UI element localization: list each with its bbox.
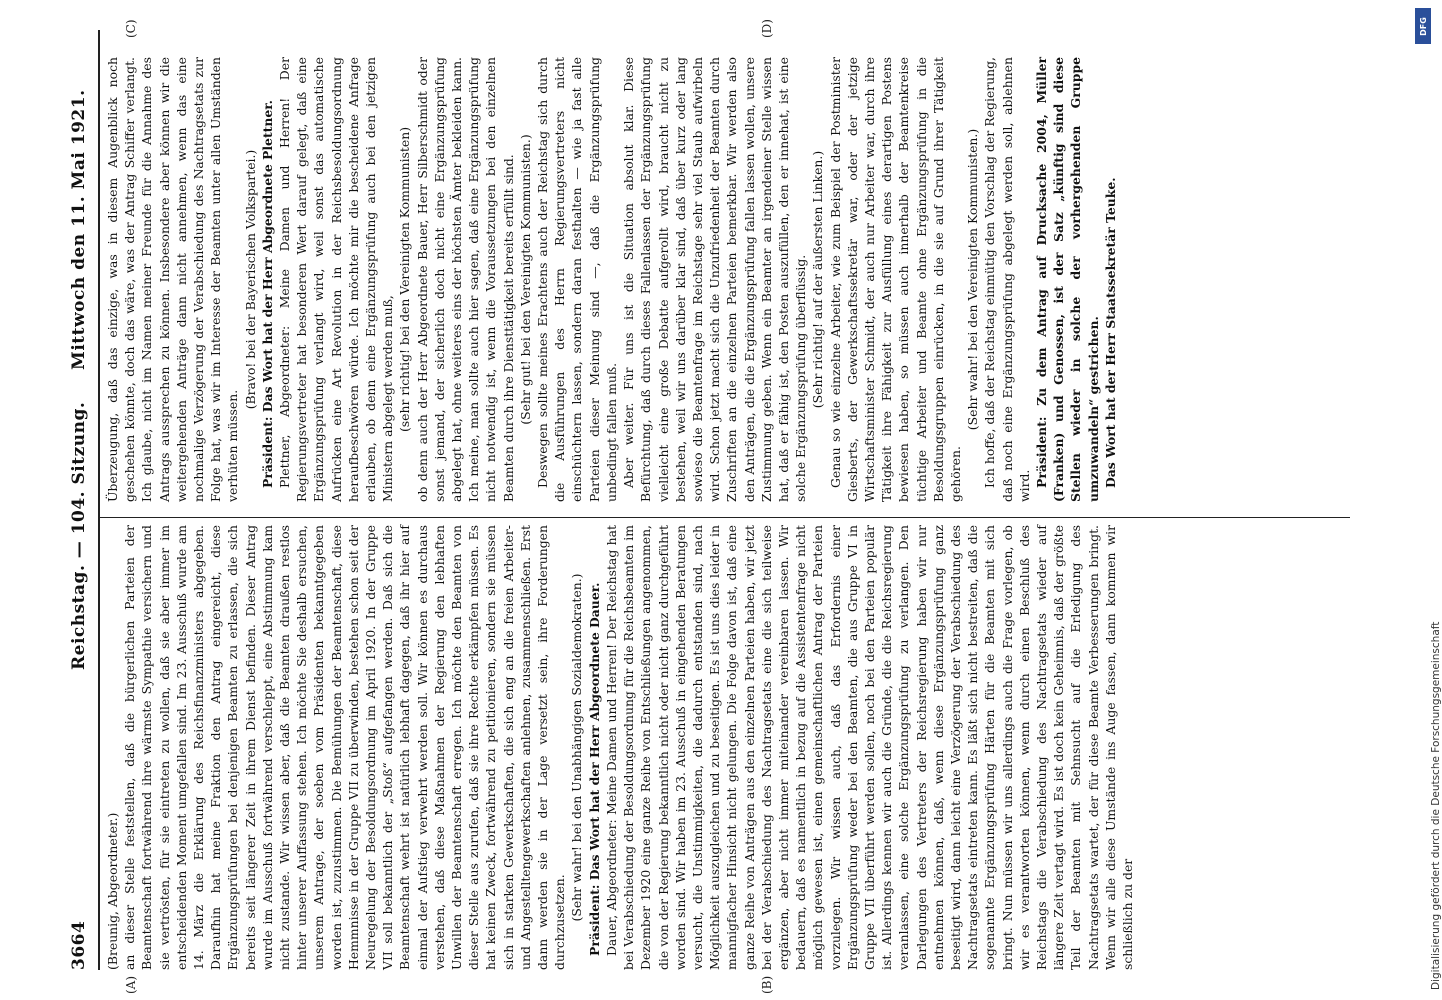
left-column	[104, 525, 1354, 970]
speaker-reference: (Breunig, Abgeordneter.)	[105, 812, 120, 970]
speech-paragraph: Dauer, Abgeordneter: Meine Damen und Herren! Der Reichstag hat bei Verabschiedung der Besoldungsordnung für die Reichsbeamten im Dezember 1920 eine ganze Reihe von Entschließungen angenommen, die von der Regierung bekanntlich nicht oder nicht ganz durchgeführt worden sind. Wir haben im 23. Ausschuß in eingehenden Beratungen versucht, die Unstimmigkeiten, die dadurch entstanden sind, nach Möglichkeit auszugleichen und zu beseitigen. Es ist uns dies leider in mannigfacher Hinsicht nicht gelungen. Die Folge davon ist, daß eine ganze Reihe von Anträgen aus den einzelnen Parteien haben, wir jetzt bei der Verabschiedung des Nachtragsetats eine die sich teilweise ergänzen, aber nicht immer miteinander vereinbaren lassen. Wir bedauern, daß es namentlich in bezug auf die Assistentenfrage nicht möglich gewesen ist, einen gemeinschaftlichen Antrag der Parteien vorzulegen. Wir wissen auch, daß das Erfordernis einer Ergänzungsprüfung weder bei den Beamten, die aus Gruppe VI in Gruppe VII überführt werden sollen, noch bei den Parteien populär ist. Allerdings kennen wir auch die Gründe, die die Reichsregierung veranlassen, eine solche Ergänzungsprüfung zu verlangen. Den Darlegungen des Vertreters der Reichsregierung haben wir nur entnehmen können, daß, wenn diese Ergänzungsprüfung ganz beseitigt wird, dann leicht eine Verzögerung der Verabschiedung des Nachtragsetats eintreten kann. Es läßt sich nicht bestreiten, daß die sogenannte Ergänzungsprüfung Härten für die Beamten mit sich bringt. Nun müssen wir uns allerdings auch die Frage vorlegen, ob wir es verantworten können, wenn durch einen Beschluß des Reichstags die Verabschiedung des Nachtragsetats wieder auf längere Zeit vertagt wird. Es ist doch kein Geheimnis, daß der größte Teil der Beamten mit Sehnsucht auf die Erledigung des Nachtragsetats wartet, der für diese Beamte Verbesserungen bringt. Wenn wir alle diese Umstände ins Auge fassen, dann kommen wir schließlich zu der	[603, 525, 1135, 970]
interjection: (sehr richtig! bei den Vereinigten Kommunisten)	[397, 126, 413, 433]
rotated-document-page	[40, 0, 1370, 1000]
speech-paragraph: an dieser Stelle feststellen, daß die bürgerlichen Parteien der Beamtenschaft fortwährend ihre wärmste Sympathie versichern und sie vertrösten, für sie eintreten zu wollen, daß sie aber immer im entscheidenden Moment umgefallen sind. Im 23. Ausschuß wurde am 14. März die Erklärung des Reichsfinanzministers abgegeben. Daraufhin hat meine Fraktion den Antrag eingereicht, diese Ergänzungsprüfungen bei denjenigen Beamten zu erlassen, die sich bereits seit längerer Zeit in ihrem Dienst befinden. Dieser Antrag wurde im Ausschuß fortwährend verschleppt, eine Abstimmung kam nicht zustande. Wir wissen aber, daß die Beamten draußen restlos hinter unserer Auffassung stehen. Ich möchte Sie deshalb ersuchen, unserem Antrage, der soeben vom Präsidenten bekanntgegeben worden ist, zuzustimmen. Die Bemühungen der Beamtenschaft, diese Hemmnisse in der Gruppe VII zu überwinden, bestehen schon seit der Neuregelung der Besoldungsordnung im April 1920. In der Gruppe VII soll bekanntlich der „Stoß“ aufgefangen werden. Daß sich die Beamtenschaft wehrt ist natürlich lebhaft dagegen, daß ihr hier auf einmal der Aufstieg verwehrt werden soll. Wir können es durchaus verstehen, daß diese Maßnahmen der Regierung den lebhaften Unwillen der Beamtenschaft erregen. Ich möchte den Beamten von dieser Stelle aus zurufen, daß sie ihre Rechte erkämpfen müssen. Es hat keinen Zweck, fortwährend zu petitionieren, sondern sie müssen sich in starken Gewerkschaften, die sich eng an die freien Arbeiter- und Angestelltengewerkschaften anlehnen, zusammenschließen. Erst dann werden sie in der Lage versetzt sein, ihre Forderungen durchzusetzen.	[122, 525, 568, 970]
margin-marker-d: (D)	[760, 19, 774, 38]
dfg-logo	[1415, 8, 1431, 44]
margin-marker-c: (C)	[124, 19, 138, 38]
credit-text: Digitalisierung gefördert durch die Deutsche Forschungsgemeinschaft	[1430, 621, 1442, 990]
header-rule	[98, 30, 100, 970]
speech-paragraph: Ich hoffe, daß der Reichstag einmütig den Vorschlag der Regierung, daß noch eine Ergänzungsprüfung abgelegt werden soll, ablehnen wird.	[982, 57, 1032, 502]
digitization-credit	[1410, 10, 1442, 990]
session-date: Mittwoch den 11. Mai 1921.	[69, 89, 89, 370]
page-header	[65, 30, 95, 970]
margin-marker-b: (B)	[760, 975, 774, 994]
president-statement: Präsident: Das Wort hat der Herr Abgeordnete Dauer.	[586, 582, 602, 956]
interjection: (Sehr gut! bei den Vereinigten Kommunisten.)	[517, 134, 533, 425]
interjection: (Sehr richtig! auf der äußersten Linken.)	[810, 150, 826, 409]
interjection: (Bravo! bei der Bayerischen Volkspartei.)	[242, 149, 258, 410]
speech-paragraph: ob denn auch der Herr Abgeordnete Bauer, Herr Silberschmidt oder sonst jemand, der sicherlich doch nicht eine Ergänzungsprüfung abgelegt hat, ohne weiteres eins der höchsten Ämter bekleiden kann. Ich meine, man sollte auch hier sagen, daß eine Ergänzungsprüfung nicht notwendig ist, wenn die Voraussetzungen bei den einzelnen Beamten durch ihre Diensttätigkeit bereits erfüllt sind.	[414, 57, 516, 502]
president-statement: Präsident: Das Wort hat der Herr Abgeordnete Plettner.	[259, 100, 275, 488]
speech-paragraph: Plettner, Abgeordneter: Meine Damen und Herren! Der Regierungsvertreter hat besonderen Wert darauf gelegt, daß eine Ergänzungsprüfung verlangt wird, weil sonst das automatische Aufrücken eine Art Revolution in der Reichsbesoldungsordnung heraufbeschwören würde. Ich möchte mir die bescheidene Anfrage erlauben, ob denn eine Ergänzungsprüfung auch bei den jetzigen Ministern abgelegt werden muß,	[277, 57, 396, 502]
interjection: (Sehr wahr! bei den Unabhängigen Sozialdemokraten.)	[569, 573, 585, 922]
margin-marker-a: (A)	[124, 975, 138, 994]
column-divider	[100, 517, 1350, 518]
session-title: Reichstag. — 104. Sitzung.	[69, 401, 89, 670]
speech-paragraph: Deswegen sollte meines Erachtens auch der Reichstag sich durch die Ausführungen des Herrn Regierungsvertreters nicht einschüchtern lassen, sondern daran festhalten — wie ja fast alle Parteien dieser Meinung sind —, daß die Ergänzungsprüfung unbedingt fallen muß.	[535, 57, 619, 502]
president-statement: Präsident: Zu dem Antrag auf Drucksache 2004, Müller (Franken) und Genossen, ist der Satz „künftig sind diese Stellen wieder in solche der vorhergehenden Gruppe umzuwandeln“ gestrichen.	[1033, 57, 1101, 502]
interjection: (Sehr wahr! bei den Vereinigten Kommunisten.)	[965, 128, 981, 431]
speech-paragraph: Überzeugung, daß das einzige, was in diesem Augenblick noch geschehen könnte, doch das wäre, was der Antrag Schiffer verlangt. Ich glaube, nicht im Namen meiner Freunde für die Annahme des Antrags aussprechen zu können. Insbesondere aber können wir die weitergehenden Anträge dann nicht annehmen, wenn das eine nochmalige Verzögerung der Verabschiedung des Nachtragsetats zur Folge hat, was wir im Interesse der Beamten unter allen Umständen verhüten müssen.	[105, 57, 241, 502]
speech-paragraph: Aber weiter. Für uns ist die Situation absolut klar. Diese Befürchtung, daß durch dieses Fallenlassen der Ergänzungsprüfung vielleicht eine große Debatte aufgerollt wird, braucht nicht zu bestehen, weil wir uns darüber klar sind, daß über kurz oder lang sowieso die Beamtenfrage im Reichstage sehr viel Staub aufwirbeln wird. Schon jetzt macht sich die Unzufriedenheit der Beamten durch Zuschriften an die einzelnen Parteien bemerkbar. Wir werden also den Anträgen, die die Ergänzungsprüfung fallen lassen wollen, unsere Zustimmung geben. Wenn ein Beamter an irgendeiner Stelle wissen hat, daß er fähig ist, den Posten auszufüllen, den er innehat, ist eine solche Ergänzungsprüfung überflüssig.	[621, 57, 809, 502]
dfg-logo-text: DFG	[1418, 16, 1428, 36]
speech-paragraph: Genau so wie einzelne Arbeiter, wie zum Beispiel der Postminister Giesberts, der Gewerkschaftssekretär war, oder der jetzige Wirtschaftsminister Schmidt, der auch nur Arbeiter war, durch ihre Tätigkeit ihre Fähigkeit zur Ausfüllung eines derartigen Postens bewiesen haben, so müssen auch innerhalb der Beamtenkreise tüchtige Arbeiter und Beamte ohne Ergänzungsprüfung in die Besoldungsgruppen einrücken, in die sie auf Grund ihrer Tätigkeit gehören.	[827, 57, 963, 502]
right-column	[104, 57, 1354, 502]
president-statement: Das Wort hat der Herr Staatssekretär Teuke.	[1102, 177, 1118, 488]
page-number: 3664	[69, 920, 89, 970]
